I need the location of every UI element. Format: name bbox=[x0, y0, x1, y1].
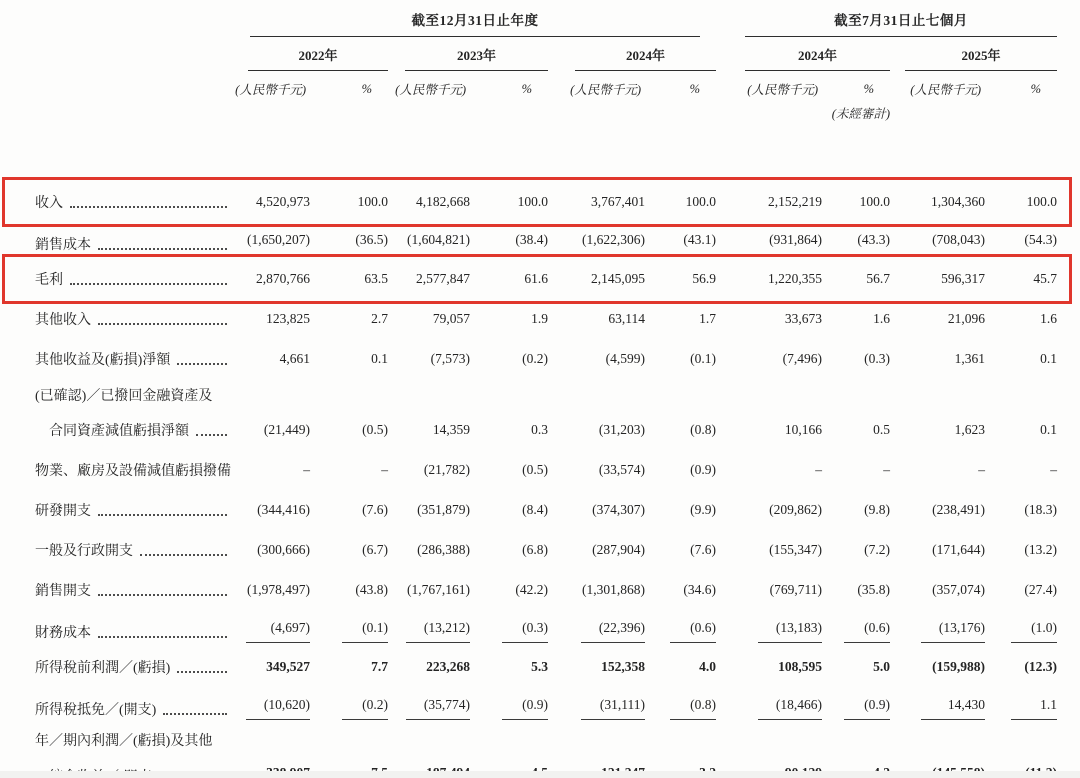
cell-value: (7.6) bbox=[362, 502, 388, 517]
cell-value: (374,307) bbox=[592, 502, 645, 517]
cell-value: 1,304,360 bbox=[931, 194, 986, 209]
cell-value: 100.0 bbox=[357, 194, 388, 209]
row-label: (已確認)／已撥回金融資產及 bbox=[35, 389, 213, 404]
cell-value: (287,904) bbox=[592, 542, 645, 557]
empty-cell bbox=[30, 101, 235, 124]
cell-value: (27.4) bbox=[1024, 582, 1058, 597]
cell-value: – bbox=[815, 462, 823, 477]
cell-value: (31,111) bbox=[581, 697, 645, 720]
page-bottom-strip bbox=[0, 771, 1080, 778]
cell-value: (0.9) bbox=[844, 697, 890, 720]
unit-label: (人民幣千元) bbox=[747, 83, 819, 97]
row-label: 收入 bbox=[35, 196, 63, 211]
dot-leader bbox=[177, 671, 227, 673]
cell-value: (0.5) bbox=[522, 462, 548, 477]
cell-value: (13,176) bbox=[921, 620, 985, 643]
cell-value: (34.6) bbox=[683, 582, 717, 597]
cell-value: (0.2) bbox=[522, 351, 548, 366]
cell-value: 1,220,355 bbox=[768, 271, 823, 286]
cell-value: (351,879) bbox=[417, 502, 470, 517]
table-row-other_gains_losses_net bbox=[30, 339, 1057, 379]
cell-value: (0.5) bbox=[362, 422, 388, 437]
cell-value: (7,573) bbox=[430, 351, 470, 366]
table-row-revenue bbox=[30, 182, 1057, 222]
unit-label: (人民幣千元) bbox=[235, 83, 306, 97]
cell-value: 1.1 bbox=[1011, 697, 1057, 720]
cell-value: (18.3) bbox=[1024, 502, 1058, 517]
table-row-profit_label_line bbox=[30, 724, 1057, 755]
cell-value: (4,697) bbox=[246, 620, 310, 643]
cell-value: (0.8) bbox=[670, 697, 716, 720]
cell-value: 100.0 bbox=[859, 194, 891, 209]
cell-value: (1,767,161) bbox=[407, 582, 470, 597]
cell-value: 3,767,401 bbox=[591, 194, 645, 209]
spacer-row bbox=[30, 124, 1057, 182]
cell-value: (43.3) bbox=[844, 232, 890, 255]
row-label: 其他收入 bbox=[35, 313, 91, 328]
cell-value: (22,396) bbox=[581, 620, 645, 643]
period-2024-label: 2024年 bbox=[745, 45, 890, 71]
cell-value: 79,057 bbox=[432, 311, 470, 326]
period-group-row bbox=[30, 0, 1057, 37]
dot-leader bbox=[98, 594, 227, 596]
cell-value: 2,152,219 bbox=[768, 194, 823, 209]
cell-value: 100.0 bbox=[1026, 194, 1058, 209]
unaudited-note: (未經審計) bbox=[831, 107, 891, 121]
dot-leader bbox=[177, 363, 227, 365]
cell-value: 7.7 bbox=[371, 659, 388, 674]
unit-label: (人民幣千元) bbox=[395, 83, 466, 97]
cell-value: (21,449) bbox=[263, 422, 310, 437]
dot-leader bbox=[98, 323, 227, 325]
dot-leader bbox=[70, 206, 227, 208]
unit-label: (人民幣千元) bbox=[570, 83, 641, 97]
row-label: 合同資產減值虧損淨額 bbox=[49, 424, 189, 439]
row-label: 所得稅前利潤／(虧損) bbox=[35, 661, 171, 676]
dot-leader bbox=[98, 636, 227, 638]
cell-value: (0.1) bbox=[342, 620, 388, 643]
cell-value: (7.6) bbox=[690, 542, 717, 557]
dot-leader bbox=[70, 283, 227, 285]
cell-value: 1.7 bbox=[699, 311, 717, 326]
unaudited-row bbox=[30, 101, 1057, 124]
cell-value: (1,978,497) bbox=[247, 582, 310, 597]
cell-value: (10,620) bbox=[246, 697, 310, 720]
empty-cell bbox=[30, 71, 235, 101]
cell-value: 349,527 bbox=[266, 659, 310, 674]
table-row-cost_of_sales bbox=[30, 222, 1057, 259]
cell-value: (0.9) bbox=[690, 462, 717, 477]
cell-value: (13.2) bbox=[1024, 542, 1058, 557]
table-row-impairment_label_line bbox=[30, 379, 1057, 410]
cell-value: (38.4) bbox=[502, 232, 548, 255]
table-row-selling_expenses bbox=[30, 570, 1057, 610]
cell-value: (0.6) bbox=[844, 620, 890, 643]
cell-value: (35,774) bbox=[406, 697, 470, 720]
cell-value: 0.1 bbox=[1040, 422, 1058, 437]
cell-value: (0.6) bbox=[670, 620, 716, 643]
cell-value: 0.3 bbox=[531, 422, 548, 437]
row-label: 所得稅抵免／(開支) bbox=[35, 702, 157, 718]
dot-leader bbox=[98, 514, 227, 516]
empty-corner bbox=[30, 0, 235, 37]
cell-value: (21,782) bbox=[423, 462, 470, 477]
group-seven-months bbox=[716, 0, 1057, 37]
cell-value: 2,145,095 bbox=[591, 271, 645, 286]
units-row bbox=[30, 71, 1057, 101]
percent-label: % bbox=[1030, 81, 1042, 96]
table-header bbox=[30, 0, 1057, 124]
cell-value: (36.5) bbox=[342, 232, 388, 255]
cell-value: 1.6 bbox=[1040, 311, 1058, 326]
cell-value: (0.3) bbox=[502, 620, 548, 643]
cell-value: 10,166 bbox=[784, 422, 823, 437]
cell-value: 123,825 bbox=[266, 311, 310, 326]
cell-value: 2.7 bbox=[371, 311, 388, 326]
cell-value: (1,622,306) bbox=[581, 232, 645, 255]
cell-value: (13,183) bbox=[758, 620, 822, 643]
cell-value: 4,520,973 bbox=[256, 194, 310, 209]
group-title-seven-months: 截至7月31日止七個月 bbox=[745, 9, 1057, 37]
cell-value: (7.2) bbox=[864, 542, 891, 557]
group-year-ended bbox=[235, 0, 716, 37]
cell-value: (18,466) bbox=[758, 697, 822, 720]
income-statement-table bbox=[30, 0, 1057, 778]
cell-value: 56.9 bbox=[692, 271, 717, 286]
period-2024-header bbox=[716, 37, 890, 71]
row-label: 一般及行政開支 bbox=[35, 544, 133, 559]
empty-cell bbox=[235, 101, 716, 124]
cell-value: 108,595 bbox=[778, 659, 823, 674]
cell-value: (159,988) bbox=[932, 659, 986, 674]
cell-value: (9.9) bbox=[690, 502, 717, 517]
row-label: 研發開支 bbox=[35, 504, 91, 519]
cell-value: 63.5 bbox=[364, 271, 388, 286]
year-row bbox=[30, 37, 1057, 71]
cell-value: (769,711) bbox=[769, 582, 823, 597]
dot-leader bbox=[196, 434, 227, 436]
cell-value: 0.1 bbox=[371, 351, 388, 366]
cell-value: (43.1) bbox=[670, 232, 716, 255]
cell-value: 100.0 bbox=[685, 194, 717, 209]
cell-value: 56.7 bbox=[866, 271, 891, 286]
cell-value: (0.3) bbox=[864, 351, 891, 366]
cell-value: 33,673 bbox=[784, 311, 823, 326]
cell-value: (357,074) bbox=[932, 582, 986, 597]
cell-value: 2,870,766 bbox=[256, 271, 310, 286]
percent-label: % bbox=[521, 81, 532, 96]
cell-value: – bbox=[978, 462, 986, 477]
row-label: 財務成本 bbox=[35, 625, 91, 641]
cell-value: (0.2) bbox=[342, 697, 388, 720]
cell-value: 1.9 bbox=[531, 311, 548, 326]
row-label: 毛利 bbox=[35, 273, 63, 288]
row-label: 銷售成本 bbox=[35, 237, 91, 253]
cell-value: 1.6 bbox=[873, 311, 891, 326]
cell-value: 45.7 bbox=[1033, 271, 1058, 286]
unit-label: (人民幣千元) bbox=[910, 83, 982, 97]
table-row-impairment_net bbox=[30, 410, 1057, 450]
period-2025-label: 2025年 bbox=[905, 45, 1057, 71]
table-row-gross_profit bbox=[30, 259, 1057, 299]
cell-value: (300,666) bbox=[257, 542, 310, 557]
cell-value: 14,430 bbox=[921, 697, 985, 720]
percent-label: % bbox=[361, 81, 372, 96]
year-2022-label: 2022年 bbox=[248, 45, 388, 71]
cell-value: 21,096 bbox=[947, 311, 986, 326]
cell-value: 223,268 bbox=[426, 659, 470, 674]
cell-value: 1,361 bbox=[954, 351, 986, 366]
table-row-rd_expenses bbox=[30, 490, 1057, 530]
cell-value: (0.9) bbox=[502, 697, 548, 720]
cell-value: (1,604,821) bbox=[406, 232, 470, 255]
year-2023-header bbox=[388, 37, 548, 71]
cell-value: (35.8) bbox=[857, 582, 891, 597]
cell-value: (286,388) bbox=[417, 542, 470, 557]
period-2025-header bbox=[890, 37, 1057, 71]
cell-value: (1,650,207) bbox=[246, 232, 310, 255]
cell-value: (155,347) bbox=[769, 542, 823, 557]
cell-value: 152,358 bbox=[601, 659, 645, 674]
group-title-annual: 截至12月31日止年度 bbox=[250, 9, 700, 37]
cell-value: (8.4) bbox=[522, 502, 548, 517]
cell-value: (43.8) bbox=[355, 582, 388, 597]
table-row-profit_before_tax bbox=[30, 647, 1057, 687]
cell-value: (42.2) bbox=[515, 582, 548, 597]
cell-value: 14,359 bbox=[432, 422, 470, 437]
table-row-ppe_impairment bbox=[30, 450, 1057, 490]
cell-value: (7,496) bbox=[782, 351, 823, 366]
year-2023-label: 2023年 bbox=[405, 45, 548, 71]
cell-value: 63,114 bbox=[608, 311, 645, 326]
cell-value: (9.8) bbox=[864, 502, 891, 517]
table-body bbox=[30, 124, 1057, 778]
cell-value: 4.0 bbox=[699, 659, 717, 674]
cell-value: – bbox=[303, 462, 310, 477]
percent-label: % bbox=[863, 81, 875, 96]
cell-value: 5.3 bbox=[531, 659, 548, 674]
cell-value: 4,661 bbox=[279, 351, 310, 366]
cell-value: (12.3) bbox=[1024, 659, 1058, 674]
cell-value: (54.3) bbox=[1011, 232, 1057, 255]
cell-value: 5.0 bbox=[873, 659, 891, 674]
row-label: 年／期內利潤／(虧損)及其他 bbox=[35, 734, 213, 749]
row-label: 其他收益及(虧損)淨額 bbox=[35, 353, 171, 368]
table-row-finance_costs bbox=[30, 610, 1057, 647]
cell-value: (6.8) bbox=[522, 542, 548, 557]
cell-value: (209,862) bbox=[769, 502, 823, 517]
cell-value: – bbox=[1050, 462, 1058, 477]
dot-leader bbox=[140, 554, 227, 556]
cell-value: (238,491) bbox=[932, 502, 986, 517]
cell-value: – bbox=[883, 462, 891, 477]
cell-value: (931,864) bbox=[758, 232, 822, 255]
cell-value: (708,043) bbox=[921, 232, 985, 255]
empty-cell bbox=[890, 101, 1057, 124]
table-row-other_income bbox=[30, 299, 1057, 339]
cell-value: (6.7) bbox=[362, 542, 388, 557]
cell-value: 0.1 bbox=[1040, 351, 1058, 366]
cell-value: (1,301,868) bbox=[582, 582, 645, 597]
cell-value: 596,317 bbox=[941, 271, 986, 286]
cell-value: (1.0) bbox=[1011, 620, 1057, 643]
cell-value: 1,623 bbox=[954, 422, 986, 437]
table-row-ga_expenses bbox=[30, 530, 1057, 570]
cell-value: 61.6 bbox=[524, 271, 548, 286]
cell-value: (33,574) bbox=[598, 462, 645, 477]
cell-value: (31,203) bbox=[598, 422, 645, 437]
cell-value: (0.1) bbox=[690, 351, 717, 366]
cell-value: 100.0 bbox=[517, 194, 548, 209]
cell-value: (344,416) bbox=[257, 502, 310, 517]
cell-value: (0.8) bbox=[690, 422, 717, 437]
row-label: 銷售開支 bbox=[35, 584, 91, 599]
cell-value: 0.5 bbox=[873, 422, 891, 437]
year-2024-header bbox=[548, 37, 716, 71]
dot-leader bbox=[163, 713, 227, 715]
year-2022-header bbox=[235, 37, 388, 71]
empty-cell bbox=[30, 37, 235, 71]
table-row-income_tax bbox=[30, 687, 1057, 724]
year-2024-label: 2024年 bbox=[575, 45, 716, 71]
percent-label: % bbox=[689, 81, 701, 96]
cell-value: 2,577,847 bbox=[416, 271, 470, 286]
cell-value: (13,212) bbox=[406, 620, 470, 643]
cell-value: 4,182,668 bbox=[416, 194, 470, 209]
cell-value: (4,599) bbox=[605, 351, 645, 366]
dot-leader bbox=[98, 248, 227, 250]
cell-value: – bbox=[381, 462, 388, 477]
cell-value: (171,644) bbox=[932, 542, 986, 557]
row-label: 物業、廠房及設備減值虧損撥備 bbox=[35, 464, 231, 479]
